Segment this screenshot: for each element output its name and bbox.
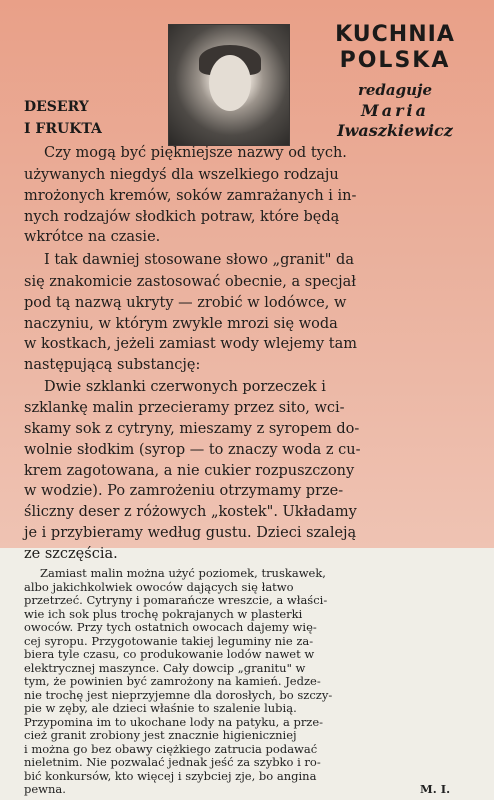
note-text-line: nieletnim. Nie pozwalać jednak jeść za szybko i ro- [24, 755, 321, 769]
note-text-line: cież granit zrobiony jest znacznie higieniczniej [24, 728, 297, 742]
portrait-face [209, 55, 251, 111]
note-text-line: Przypomina im to ukochane lody na patyku, a prze- [24, 714, 324, 729]
main-text-line: skamy sok z cytryny, mieszamy z syropem do- [24, 421, 360, 437]
main-text-line: śliczny deser z różowych „kostek". Układamy [24, 504, 357, 520]
note-text-line: cej syropu. Przygotowanie takiej leguminy nie za- [24, 633, 314, 648]
editor-last-name: Iwaszkiewicz [337, 121, 453, 140]
section-heading-line2: I FRUKTA [24, 121, 102, 137]
note-text-line: biera tyle czasu, co produkowanie lodów nawet w [24, 647, 315, 661]
column-title-line1: KUCHNIA [335, 22, 455, 47]
main-text-line: je i przybieramy według gustu. Dzieci szaleją [24, 525, 357, 541]
editor-first-name: Maria [361, 101, 429, 120]
main-text-line: ze szczęścia. [24, 546, 118, 562]
main-text-line: wolnie słodkim (syrop — to znaczy woda z cu- [24, 442, 361, 458]
note-text-line: bić konkursów, kto więcej i szybciej zje, bo angina [24, 768, 317, 783]
main-text-line: szklankę malin przecieramy przez sito, wci- [24, 400, 345, 416]
column-title-line2: POLSKA [339, 48, 451, 73]
main-text-line: pod tą nazwą ukryty — zrobić w lodówce, w [24, 295, 347, 311]
main-text-line: następującą substancję: [24, 357, 201, 373]
note-text-line: tym, że powinien być zamrożony na kamień. Jedze- [24, 674, 321, 688]
main-text-line: nych rodzajów słodkich potraw, które będą [24, 209, 340, 225]
main-text-line: używanych niegdyś dla wszelkiego rodzaju [24, 167, 339, 183]
editor-portrait [168, 24, 290, 146]
note-text-line: nie trochę jest nieprzyjemne dla dorosłych, bo szczy- [24, 687, 333, 702]
note-text-line: Zamiast malin można użyć poziomek, truskawek, [40, 566, 326, 580]
main-text-line: wkrótce na czasie. [24, 229, 161, 245]
note-text-line: i można go bez obawy ciężkiego zatrucia podawać [24, 741, 318, 756]
note-text-line: pewna. [24, 782, 66, 796]
section-heading-line1: DESERY [24, 99, 89, 115]
note-text-line: pie w zęby, ale dzieci właśnie to szalenie lubią. [24, 701, 297, 715]
main-text-line: I tak dawniej stosowane słowo „granit" da [44, 252, 354, 268]
note-text-line: albo jakichkolwiek owoców dających się łatwo [24, 579, 294, 594]
main-text-line: się znakomicie zastosować obecnie, a specjał [24, 274, 356, 290]
main-text-line: naczyniu, w którym zwykle mrozi się woda [24, 316, 338, 332]
main-text-line: Czy mogą być piękniejsze nazwy od tych. [44, 145, 347, 161]
author-signature: M. I. [420, 782, 451, 796]
main-text-line: w wodzie). Po zamrożeniu otrzymamy prze- [24, 483, 344, 499]
main-text-line: krem zagotowana, a nie cukier rozpuszczony [24, 463, 355, 479]
note-text-line: wie ich sok plus trochę pokrajanych w plasterki [24, 606, 303, 621]
main-text-line: mrożonych kremów, soków zamrażanych i in- [24, 188, 357, 204]
editor-credit: redaguje [357, 81, 433, 99]
note-text-line: elektrycznej maszynce. Cały dowcip „granitu" w [24, 660, 306, 675]
main-text-line: w kostkach, jeżeli zamiast wody wlejemy tam [24, 336, 357, 352]
note-text-line: owoców. Przy tych ostatnich owocach dajemy wię- [24, 620, 317, 634]
note-text-line: przetrzeć. Cytryny i pomarańcze wreszcie, a właści- [24, 593, 328, 607]
main-text-line: Dwie szklanki czerwonych porzeczek i [44, 379, 326, 395]
